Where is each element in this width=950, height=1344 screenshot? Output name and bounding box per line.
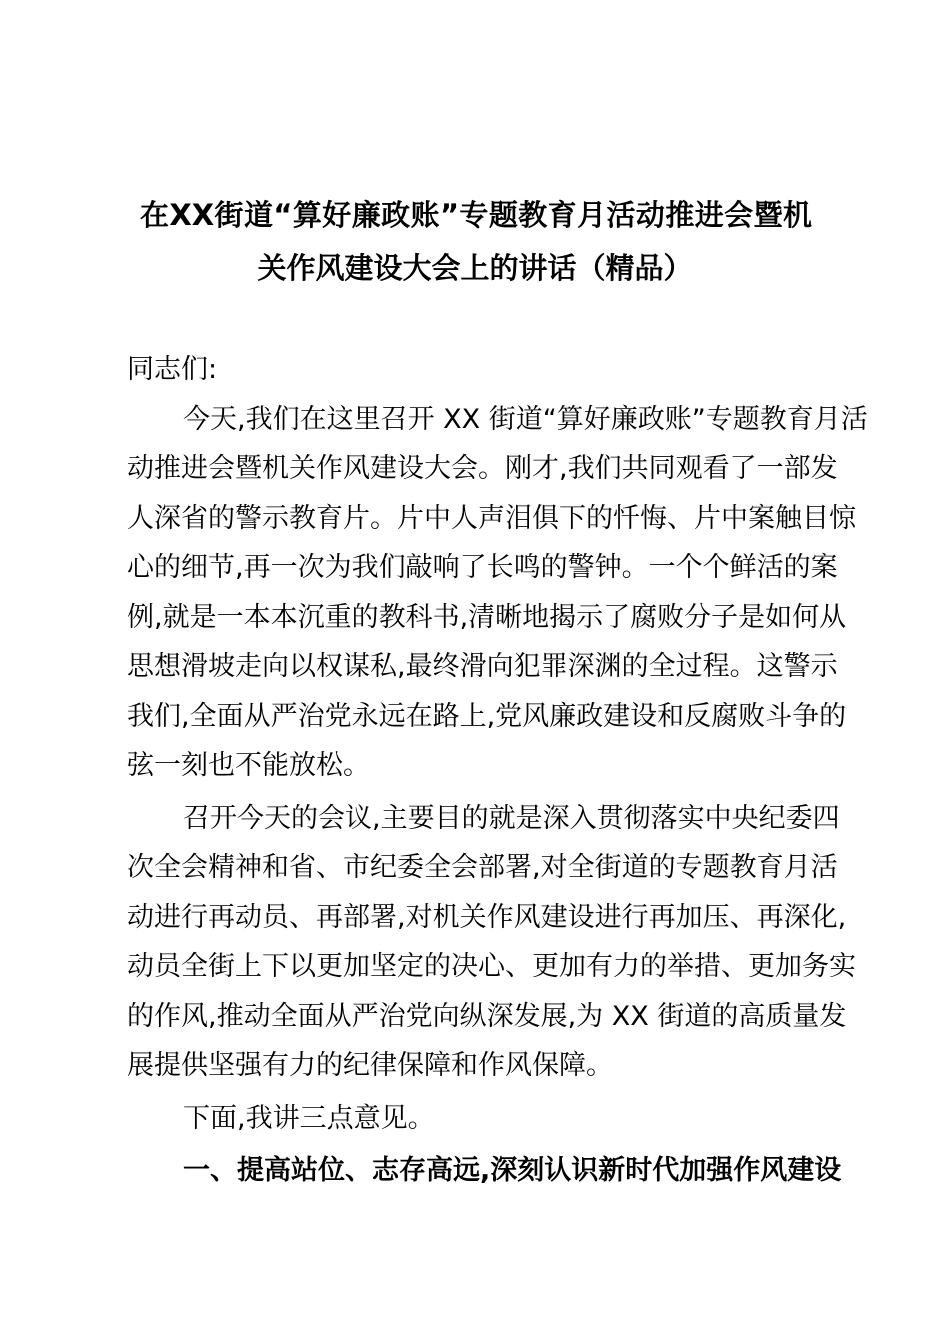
paragraph-line: 召开今天的会议,主要目的就是深入贯彻落实中央纪委四 (183, 802, 840, 834)
paragraph-line: 我们,全面从严治党永远在路上,党风廉政建设和反腐败斗争的 (127, 700, 847, 732)
paragraph-2 (127, 794, 856, 1091)
document-title-line-1: 在XX街道“算好廉政账”专题教育月活动推进会暨机 (140, 198, 812, 232)
section-heading: 一、提高站位、志存高远,深刻认识新时代加强作风建设 (183, 1155, 842, 1186)
salutation: 同志们: (127, 354, 218, 385)
paragraph-line: 动推进会暨机关作风建设大会。刚才,我们共同观看了一部发 (127, 453, 838, 484)
paragraph-line: 展提供坚强有力的纪律保障和作风保障。 (127, 1050, 613, 1081)
paragraph-line: 今天,我们在这里召开 XX 街道“算好廉政账”专题教育月活 (183, 403, 868, 435)
paragraph-line: 的作风,推动全面从严治党向纵深发展,为 XX 街道的高质量发 (127, 1000, 847, 1032)
paragraph-line: 动员全街上下以更加坚定的决心、更加有力的举措、更加务实 (127, 951, 856, 982)
paragraph-line: 动进行再动员、再部署,对机关作风建设进行再加压、再深化, (127, 901, 847, 933)
paragraph-line: 次全会精神和省、市纪委全会部署,对全街道的专题教育月活 (127, 852, 838, 883)
paragraph-line: 例,就是一本本沉重的教科书,清晰地揭示了腐败分子是如何从 (127, 601, 847, 633)
paragraph-line: 下面,我讲三点意见。 (183, 1102, 435, 1134)
paragraph-line: 心的细节,再一次为我们敲响了长鸣的警钟。一个个鲜活的案 (127, 552, 838, 583)
document-body (127, 345, 868, 1196)
paragraph-1 (127, 395, 868, 791)
paragraph-line: 弦一刻也不能放松。 (127, 750, 370, 781)
paragraph-line: 人深省的警示教育片。片中人声泪俱下的忏悔、片中案触目惊 (127, 502, 856, 534)
document-title-line-2: 关作风建设大会上的讲话（精品） (257, 251, 693, 285)
paragraph-line: 思想滑坡走向以权谋私,最终滑向犯罪深渊的全过程。这警示 (127, 651, 838, 682)
paragraph-3 (127, 1094, 825, 1144)
